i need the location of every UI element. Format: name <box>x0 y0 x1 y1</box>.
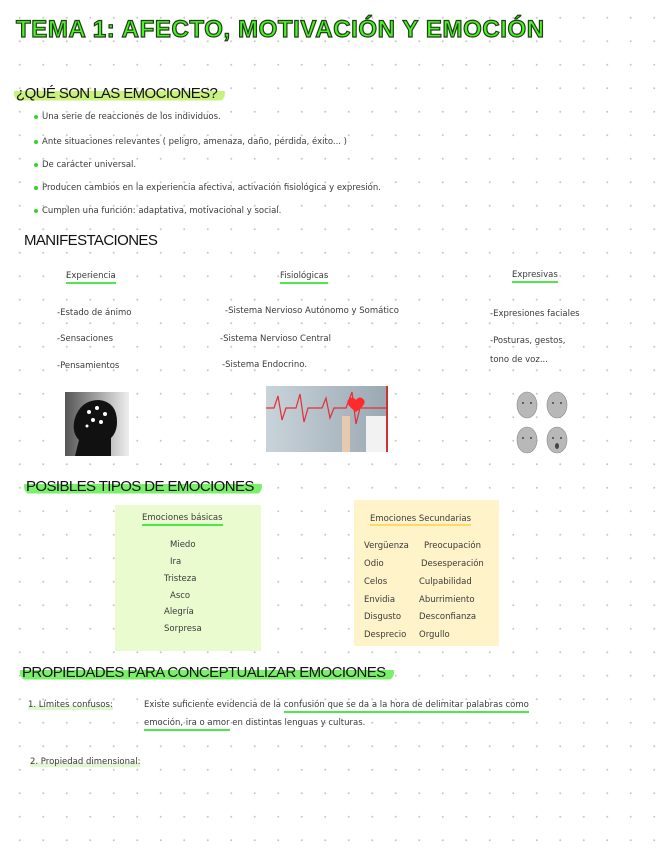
list-item: Asco <box>170 591 191 601</box>
property-label-2: 2. Propiedad dimensional: <box>30 757 141 767</box>
heading-tipos: POSIBLES TIPOS DE EMOCIONES <box>24 478 262 495</box>
list-item: Odio <box>364 559 384 569</box>
list-item: Cumplen una función: adaptativa, motivacional y social. <box>34 206 281 216</box>
list-item: -Sistema Nervioso Autónomo y Somático <box>225 306 399 316</box>
head-silhouette-image <box>65 392 129 456</box>
list-item: -Pensamientos <box>57 361 120 371</box>
list-item: -Expresiones faciales <box>490 309 580 319</box>
bullet-icon <box>34 140 38 144</box>
list-item: Orgullo <box>419 630 450 640</box>
list-item: Preocupación <box>424 541 482 551</box>
list-item: -Estado de ánimo <box>57 308 132 318</box>
bullet-icon <box>34 163 38 167</box>
list-item: Ante situaciones relevantes ( peligro, amenaza, daño, pérdida, éxito... ) <box>34 137 347 147</box>
column-title-experiencia: Experiencia <box>66 271 116 284</box>
facial-expressions-image <box>513 389 571 457</box>
column-title-fisiologicas: Fisiológicas <box>280 271 328 284</box>
list-item: Vergüenza <box>364 541 409 551</box>
list-item: Desconfianza <box>419 612 477 622</box>
list-item: Aburrimiento <box>419 595 475 605</box>
list-item: Desprecio <box>364 630 407 640</box>
list-item: Celos <box>364 577 388 587</box>
bullet-icon <box>34 115 38 119</box>
list-item: Ira <box>170 557 182 567</box>
list-item: -Sistema Nervioso Central <box>220 334 331 344</box>
heartbeat-image <box>266 386 388 452</box>
list-item: Disgusto <box>364 612 402 622</box>
column-title-expresivas: Expresivas <box>512 270 558 283</box>
list-item: De carácter universal. <box>34 160 136 170</box>
property-text-1: Existe suficiente evidencia de la confusión que se da a la hora de delimitar palabras como <box>144 700 529 710</box>
list-item: -Posturas, gestos, <box>490 336 566 346</box>
list-item: Tristeza <box>164 574 197 584</box>
heading-propiedades: PROPIEDADES PARA CONCEPTUALIZAR EMOCIONES <box>20 664 394 681</box>
property-label-1: 1. Límites confusos: <box>28 700 113 710</box>
list-item: Desesperación <box>421 559 484 569</box>
page-title: TEMA 1: AFECTO, MOTIVACIÓN Y EMOCIÓN <box>16 16 545 43</box>
list-item: Culpabilidad <box>419 577 472 587</box>
heading-que-son: ¿QUÉ SON LAS EMOCIONES? <box>14 85 225 102</box>
list-item: Producen cambios en la experiencia afectiva, activación fisiológica y expresión. <box>34 183 381 193</box>
basic-emotions-title: Emociones básicas <box>142 513 223 526</box>
list-item: Envidia <box>364 595 396 605</box>
heading-manifestaciones: MANIFESTACIONES <box>24 232 158 249</box>
list-item: Miedo <box>170 540 196 550</box>
list-item: -Sistema Endocrino. <box>222 360 308 370</box>
list-item: Alegría <box>164 607 194 617</box>
property-text-1-cont: emoción, ira o amor en distintas lenguas y culturas. <box>144 718 365 728</box>
secondary-emotions-box <box>354 500 499 646</box>
bullet-icon <box>34 209 38 213</box>
secondary-emotions-title: Emociones Secundarias <box>370 514 472 524</box>
list-item: Una serie de reacciones de los individuos. <box>34 112 221 122</box>
bullet-icon <box>34 186 38 190</box>
list-item: -Sensaciones <box>57 334 113 344</box>
list-item: Sorpresa <box>164 624 202 634</box>
list-item: tono de voz... <box>490 355 548 365</box>
